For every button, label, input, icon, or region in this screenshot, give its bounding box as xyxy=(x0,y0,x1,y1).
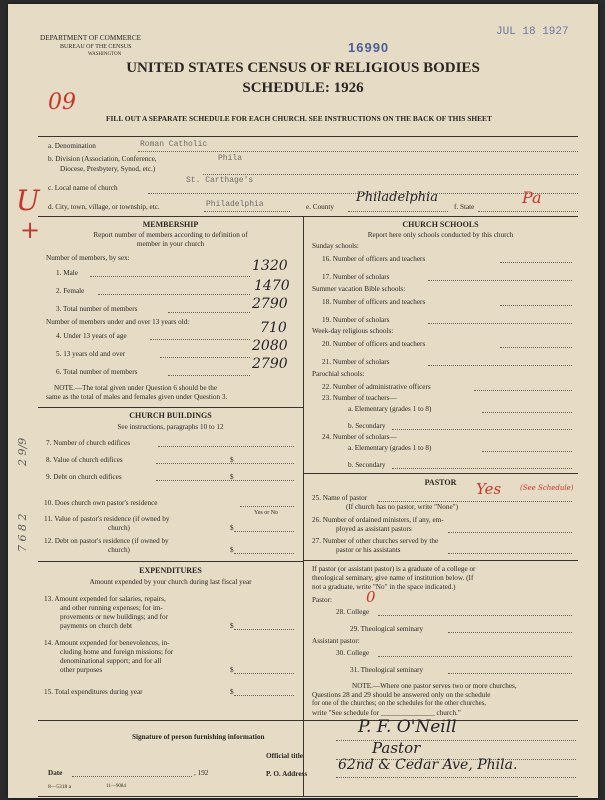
buildings-intro: See instructions, paragraphs 10 to 12 xyxy=(117,423,224,431)
city-label: d. City, town, village, or township, etc. xyxy=(48,203,160,211)
q22-label: 22. Number of administrative officers xyxy=(322,383,431,391)
rule xyxy=(448,532,572,533)
rule xyxy=(38,136,578,137)
rule xyxy=(378,656,572,657)
q4-value: 710 xyxy=(260,320,287,336)
local-name-value: St. Carthage's xyxy=(186,176,254,185)
rule xyxy=(38,216,578,217)
q15-dollar: $ xyxy=(230,688,234,696)
county-label: e. County xyxy=(306,203,334,211)
grad-line-1: If pastor (or assistant pastor) is a graduate of a college or xyxy=(312,565,476,573)
signature-value: P. F. O'Neill xyxy=(358,717,457,737)
q29-label: 29. Theological seminary xyxy=(350,625,424,633)
signature-label: Signature of person furnishing information xyxy=(132,733,265,741)
rule xyxy=(482,451,572,452)
form-number-1: 8—5318 a xyxy=(48,784,72,790)
q2-value: 1470 xyxy=(254,278,290,294)
expenditures-intro: Amount expended by your church during last fiscal year xyxy=(89,578,252,586)
q1-label: 1. Male xyxy=(56,269,78,277)
rule xyxy=(203,174,578,175)
rule xyxy=(336,777,576,778)
year-label: , 192 xyxy=(194,769,209,777)
rule xyxy=(38,407,303,408)
q17-label: 17. Number of scholars xyxy=(322,273,390,281)
q6-value: 2790 xyxy=(252,356,288,372)
assistant-sublabel: Assistant pastor: xyxy=(312,637,360,645)
q31-label: 31. Theological seminary xyxy=(350,666,424,674)
q6-label: 6. Total number of members xyxy=(56,368,138,376)
q13-dollar: $ xyxy=(230,622,234,630)
rule xyxy=(234,629,294,630)
instructions-line: FILL OUT A SEPARATE SCHEDULE FOR EACH CHURCH. SEE INSTRUCTIONS ON THE BACK OF THIS SHEET xyxy=(106,114,492,123)
q28-label: 28. College xyxy=(336,608,370,616)
county-value: Philadelphia xyxy=(356,190,438,205)
margin-mark-plus: + xyxy=(20,216,41,244)
q25-label: 25. Name of pastor xyxy=(312,494,368,502)
q25-value: Yes xyxy=(476,480,502,498)
membership-intro-2: member in your church xyxy=(136,240,205,248)
rule xyxy=(156,463,294,464)
denomination-label: a. Denomination xyxy=(48,142,96,150)
q18-label: 18. Number of officers and teachers xyxy=(322,298,426,306)
pastor-note-4: write "See schedule for _______________ church." xyxy=(312,709,461,717)
q30-label: 30. College xyxy=(336,649,370,657)
rule xyxy=(138,151,578,152)
rule xyxy=(474,390,572,391)
rule xyxy=(150,339,250,340)
q14-label-2: cluding home and foreign missions; for xyxy=(60,648,174,656)
q5-value: 2080 xyxy=(252,338,288,354)
q20-label: 20. Number of officers and teachers xyxy=(322,340,426,348)
q3-label: 3. Total number of members xyxy=(56,305,138,313)
q24a-label: a. Elementary (grades 1 to 8) xyxy=(348,444,432,452)
rule xyxy=(500,262,572,263)
margin-note-2: 7 6 8 2 xyxy=(16,513,29,552)
q23b-label: b. Secondary xyxy=(348,422,386,430)
rule xyxy=(168,375,250,376)
q21-label: 21. Number of scholars xyxy=(322,358,390,366)
form-number-2: 11—9084 xyxy=(106,784,126,789)
q3-value: 2790 xyxy=(252,296,288,312)
bureau-line: BUREAU OF THE CENSUS xyxy=(60,44,132,50)
expenditures-heading: EXPENDITURES xyxy=(139,566,202,575)
rule xyxy=(234,695,294,696)
rule xyxy=(448,553,572,554)
rule xyxy=(348,211,448,212)
q14-dollar: $ xyxy=(230,666,234,674)
rule xyxy=(392,468,572,469)
rule xyxy=(234,673,294,674)
rule xyxy=(98,294,250,295)
city-value: Philadelphia xyxy=(206,200,264,209)
rule xyxy=(378,501,572,502)
state-label: f. State xyxy=(454,203,475,211)
q26-label-1: 26. Number of ordained ministers, if any, em- xyxy=(312,516,444,524)
rule xyxy=(38,561,303,562)
schools-intro: Report here only schools conducted by this church xyxy=(367,231,514,239)
q25-note: (See Schedule) xyxy=(520,484,574,492)
summer-label: Summer vacation Bible schools: xyxy=(312,285,406,293)
denomination-value: Roman Catholic xyxy=(140,140,208,149)
rule xyxy=(303,473,578,474)
handwritten-code: 09 xyxy=(48,90,76,115)
rule xyxy=(234,553,294,554)
q14-label-3: denominational support; and for all xyxy=(60,657,162,665)
q13-label-4: payments on church debt xyxy=(60,622,133,630)
q13-label-1: 13. Amount expended for salaries, repairs, xyxy=(44,595,166,603)
rule xyxy=(204,211,290,212)
q11-label-1: 11. Value of pastor's residence (if owned by xyxy=(44,515,170,523)
address-value: 62nd & Cedar Ave, Phila. xyxy=(338,757,518,773)
q12-label-2: church) xyxy=(108,546,130,554)
q10-label: 10. Does church own pastor's residence xyxy=(44,499,158,507)
pastor-sublabel: Pastor: xyxy=(312,596,332,604)
q13-label-2: and other running expenses; for im- xyxy=(60,604,163,612)
q25-hint: (If church has no pastor, write "None") xyxy=(346,503,458,511)
rule xyxy=(428,280,572,281)
rule xyxy=(428,323,572,324)
rule xyxy=(38,796,578,797)
rule xyxy=(378,615,572,616)
q11-dollar: $ xyxy=(230,524,234,532)
date-label: Date xyxy=(48,769,63,777)
pastor-note-3: for one of the churches; on the schedules for the other churches, xyxy=(312,700,487,707)
rule xyxy=(448,673,572,674)
rule xyxy=(90,276,250,277)
q9-dollar: $ xyxy=(230,473,234,481)
q9-label: 9. Debt on church edifices xyxy=(46,473,122,481)
margin-note-1: 2 9/9 xyxy=(16,437,29,466)
q12-label-1: 12. Debt on pastor's residence (if owned by xyxy=(44,537,169,545)
weekday-label: Week-day religious schools: xyxy=(312,327,394,335)
grad-line-2: theological seminary, give name of institution below. (If xyxy=(312,574,474,582)
form-title: UNITED STATES CENSUS OF RELIGIOUS BODIES xyxy=(126,60,480,76)
q24-label: 24. Number of scholars— xyxy=(322,433,397,441)
parochial-label: Parochial schools: xyxy=(312,370,365,378)
pastor-note-2: Questions 28 and 29 should be answered only on the schedule xyxy=(312,691,491,699)
q15-label: 15. Total expenditures during year xyxy=(44,688,143,696)
buildings-heading: CHURCH BUILDINGS xyxy=(129,411,212,420)
q2-label: 2. Female xyxy=(56,287,85,295)
rule xyxy=(478,211,578,212)
by-sex-label: Number of members, by sex: xyxy=(46,254,130,262)
census-schedule-sheet xyxy=(8,4,598,798)
q1-value: 1320 xyxy=(252,258,288,274)
rule xyxy=(500,347,572,348)
q5-label: 5. 13 years old and over xyxy=(56,350,126,358)
rule xyxy=(72,776,192,777)
rule xyxy=(234,531,294,532)
rule xyxy=(158,446,294,447)
q14-label-1: 14. Amount expended for benevolences, in- xyxy=(44,639,170,647)
q13-label-3: provements or new buildings; and for xyxy=(60,613,168,621)
rule xyxy=(428,365,572,366)
city-line: WASHINGTON xyxy=(88,52,122,57)
q28-value: 0 xyxy=(366,588,376,606)
q23-label: 23. Number of teachers— xyxy=(322,394,397,402)
address-label: P. O. Address xyxy=(266,770,308,778)
division-value: Phila xyxy=(218,154,243,163)
serial-number: 16990 xyxy=(348,40,390,55)
dept-line: DEPARTMENT OF COMMERCE xyxy=(40,34,142,42)
by-age-label: Number of members under and over 13 years old: xyxy=(46,318,190,326)
q27-label-2: pastor or his assistants xyxy=(336,546,401,554)
yes-no-hint: Yes or No xyxy=(254,510,279,516)
q26-label-2: ployed as assistant pastors xyxy=(336,525,412,533)
rule xyxy=(160,357,250,358)
schools-heading: CHURCH SCHOOLS xyxy=(402,220,479,229)
pastor-heading: PASTOR xyxy=(424,478,457,487)
margin-mark-u: U xyxy=(16,184,40,217)
q16-label: 16. Number of officers and teachers xyxy=(322,255,426,263)
q7-label: 7. Number of church edifices xyxy=(46,439,131,447)
q24b-label: b. Secondary xyxy=(348,461,386,469)
rule xyxy=(482,412,572,413)
state-value: Pa xyxy=(522,188,542,207)
grad-line-3: not a graduate, write "No" in the space indicated.) xyxy=(312,583,456,591)
q23a-label: a. Elementary (grades 1 to 8) xyxy=(348,405,432,413)
rule xyxy=(156,480,294,481)
pastor-note-1: NOTE.—Where one pastor serves two or more churches, xyxy=(352,682,517,690)
q8-label: 8. Value of church edifices xyxy=(46,456,123,464)
rule xyxy=(500,305,572,306)
title-label: Official title xyxy=(266,752,303,760)
division-label-2: Diocese, Presbytery, Synod, etc.) xyxy=(60,165,156,173)
rule xyxy=(392,429,572,430)
q4-label: 4. Under 13 years of age xyxy=(56,332,127,340)
rule xyxy=(240,506,294,507)
title-value: Pastor xyxy=(372,739,421,757)
q12-dollar: $ xyxy=(230,546,234,554)
rule xyxy=(38,720,578,721)
local-name-label: c. Local name of church xyxy=(48,184,118,192)
q8-dollar: $ xyxy=(230,456,234,464)
membership-note-1: NOTE.—The total given under Question 6 should be the xyxy=(54,384,218,392)
q27-label-1: 27. Number of other churches served by the xyxy=(312,537,439,545)
form-subtitle: SCHEDULE: 1926 xyxy=(242,80,364,96)
rule xyxy=(303,560,578,561)
q11-label-2: church) xyxy=(108,524,130,532)
date-stamp: JUL 18 1927 xyxy=(496,26,569,38)
membership-note-2: same as the total of males and females given under Question 3. xyxy=(46,393,228,401)
membership-intro-1: Report number of members according to definition of xyxy=(93,231,248,239)
rule xyxy=(168,312,250,313)
q14-label-4: other purposes xyxy=(60,666,103,674)
q19-label: 19. Number of scholars xyxy=(322,316,390,324)
rule xyxy=(448,632,572,633)
membership-heading: MEMBERSHIP xyxy=(142,220,199,229)
division-label-1: b. Division (Association, Conference, xyxy=(48,155,157,163)
column-divider xyxy=(303,216,304,796)
sunday-label: Sunday schools: xyxy=(312,242,359,250)
